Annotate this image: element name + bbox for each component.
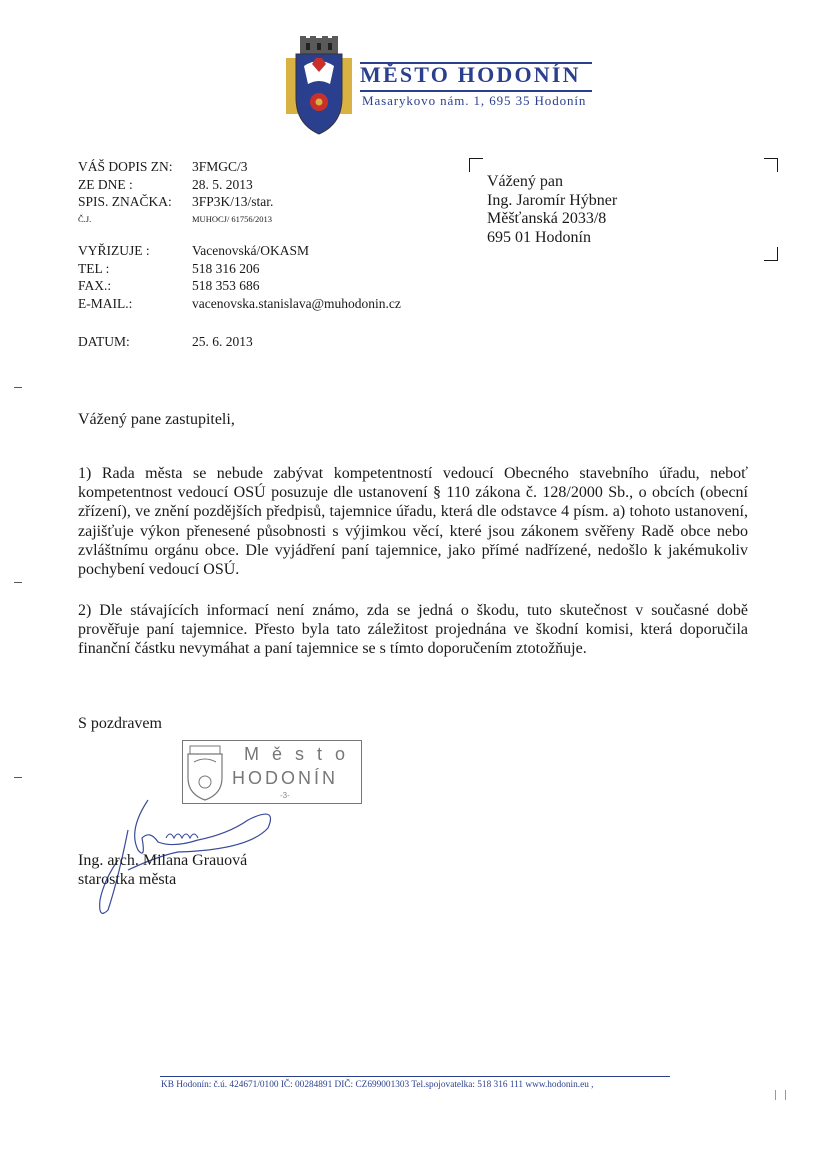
footer-contact: KB Hodonín: č.ú. 424671/0100 IČ: 00284891 DIČ: CZ699001303 Tel.spojovatelka: 518 316 111 www.hodonin.eu , xyxy=(161,1080,594,1090)
scan-speck xyxy=(775,1090,776,1100)
ref-value: MUHOCJ/ 61756/2013 xyxy=(192,213,273,224)
ref-label: SPIS. ZNAČKA: xyxy=(78,194,172,209)
ref-row-email xyxy=(78,295,438,313)
address-bracket-top-right xyxy=(764,158,778,172)
recipient-address xyxy=(487,173,617,247)
ref-label: E-MAIL.: xyxy=(78,295,133,311)
ref-row-vyrizuje xyxy=(78,242,438,260)
stamp-line-2: HODONÍN xyxy=(232,768,338,788)
signatory-role: starostka města xyxy=(78,871,177,888)
ref-row-tel xyxy=(78,260,438,278)
ref-value: 518 316 206 xyxy=(192,260,260,276)
ref-row-ze-dne xyxy=(78,176,438,194)
ref-label: VYŘIZUJE : xyxy=(78,243,150,258)
fold-mark xyxy=(14,387,22,388)
ref-value: 3FMGC/3 xyxy=(192,159,248,174)
stamp-line-3: -3- xyxy=(280,791,290,800)
recipient-line: Vážený pan xyxy=(487,173,563,190)
letterhead-rule xyxy=(360,90,592,92)
ref-row-fax xyxy=(78,277,438,295)
signatory-name: Ing. arch. Milana Grauová xyxy=(78,852,248,869)
closing: S pozdravem xyxy=(78,715,162,732)
city-address: Masarykovo nám. 1, 695 35 Hodonín xyxy=(362,93,587,108)
ref-label: FAX.: xyxy=(78,278,112,293)
paragraph-2: 2) Dle stávajících informací není známo, zda se jedná o škodu, tuto skutečnost v současné době prověřuje paní tajemnice. Přesto byla tato záležitost projednána ve škodní komisi, která doporučila finanční částku nevymáhat a paní tajemnice se s tímto doporučením ztotožňuje. xyxy=(78,602,748,658)
ref-row-vas-dopis xyxy=(78,158,438,176)
scan-speck xyxy=(785,1090,786,1100)
reference-block xyxy=(78,158,438,351)
fold-mark xyxy=(14,582,22,583)
ref-label: TEL : xyxy=(78,260,110,276)
footer-rule xyxy=(160,1076,670,1077)
ref-row-cj xyxy=(78,211,438,229)
recipient-line: Měšťanská 2033/8 xyxy=(487,210,607,227)
ref-label: Č.J. xyxy=(78,213,92,224)
fold-mark xyxy=(14,777,22,778)
salutation: Vážený pane zastupiteli, xyxy=(78,411,235,428)
ref-row-spis xyxy=(78,193,438,211)
city-name: MĚSTO HODONÍN xyxy=(360,62,581,87)
ref-value: 3FP3K/13/star. xyxy=(192,194,274,209)
city-coat-of-arms xyxy=(286,36,352,136)
paragraph-1: 1) Rada města se nebude zabývat kompetentností vedoucí Obecného stavebního úřadu, neboť kompetentnost vedoucí OSÚ posuzuje dle ustanovení § 110 zákona č. 128/2000 Sb., o obcích (obecní zřízení), ve znění pozdějších předpisů, tajemnice úřadu, která dle odstavce 4 písm. a) tohoto ustanovení, zajišťuje výkon přenesené působnosti s výjimkou věcí, které jsou zákonem svěřeny Radě obce nebo zvláštnímu orgánu obce. Dle vyjádření paní tajemnice, jako přímé nadřízené, nedošlo k jakémukoliv pochybení vedoucí OSÚ. xyxy=(78,465,748,579)
address-bracket-bottom-right xyxy=(764,247,778,261)
address-bracket-top-left xyxy=(469,158,483,172)
recipient-line: Ing. Jaromír Hýbner xyxy=(487,191,618,209)
ref-value: vacenovska.stanislava@muhodonin.cz xyxy=(192,295,401,311)
ref-label: ZE DNE : xyxy=(78,176,133,192)
ref-value: 28. 5. 2013 xyxy=(192,176,253,192)
recipient-line: 695 01 Hodonín xyxy=(487,228,591,246)
ref-value: Vacenovská/OKASM xyxy=(192,243,309,258)
ref-value: 518 353 686 xyxy=(192,278,260,293)
ref-label: VÁŠ DOPIS ZN: xyxy=(78,159,173,174)
ref-label: DATUM: xyxy=(78,334,130,349)
ref-value: 25. 6. 2013 xyxy=(192,334,253,349)
stamp-line-1: M ě s t o xyxy=(244,744,350,764)
ref-row-datum xyxy=(78,333,438,351)
signatory xyxy=(78,851,247,889)
